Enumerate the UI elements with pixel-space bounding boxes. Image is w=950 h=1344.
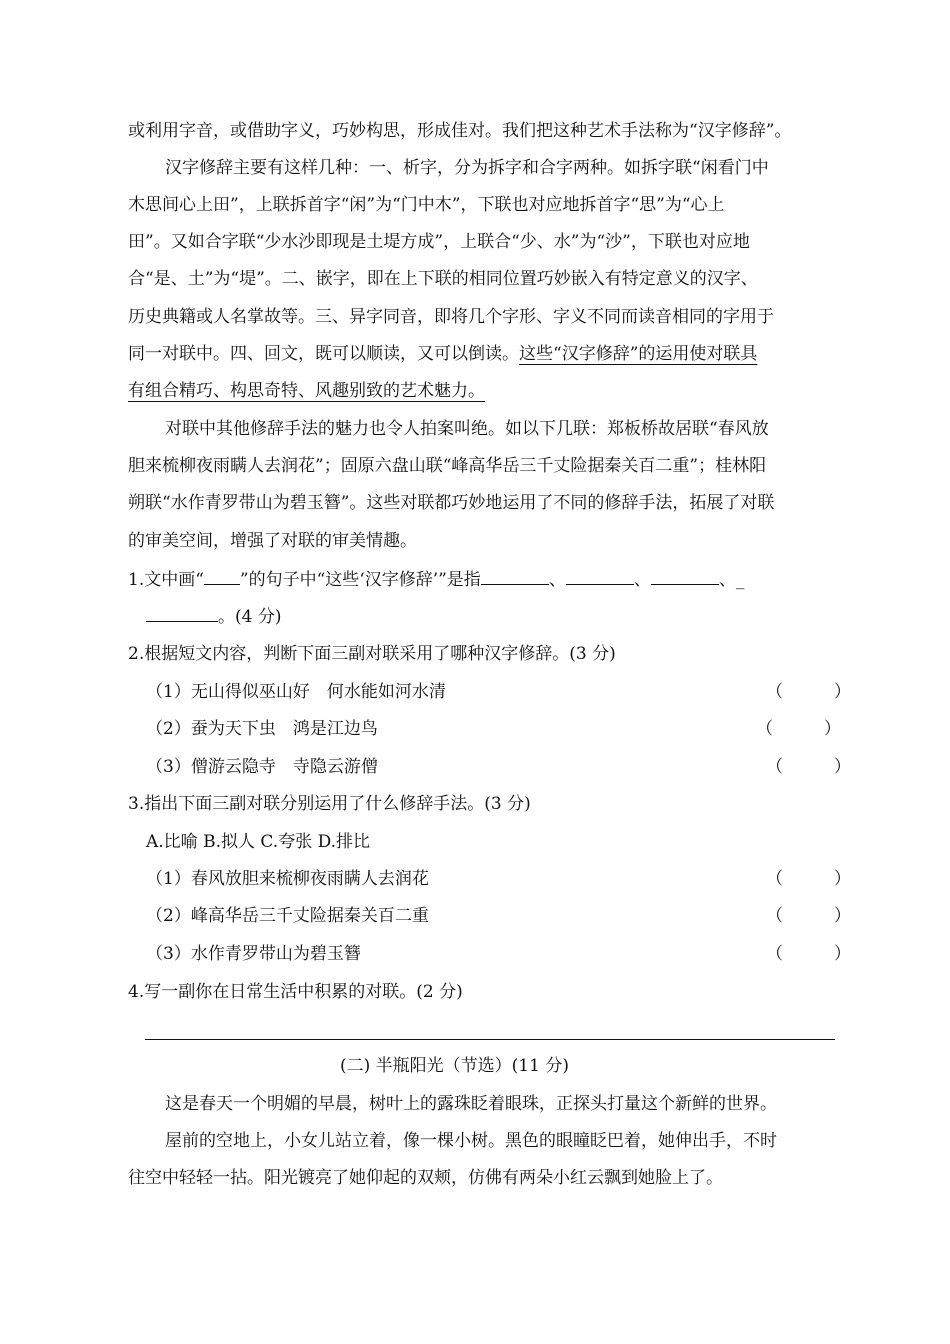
- q3-options: A.比喻 B.拟人 C.夸张 D.排比: [146, 832, 371, 852]
- q3-item-3: （3）水作青罗带山为碧玉簪: [146, 944, 361, 964]
- q1-trailing-dash: _: [735, 570, 745, 590]
- q1-answer-blank-3[interactable]: [651, 568, 719, 585]
- q3-item-1: （1）春风放胆来梳柳夜雨瞒人去润花: [146, 869, 429, 889]
- q2-answer-paren-3[interactable]: （ ）: [766, 757, 851, 777]
- question-2-title: 2.根据短文内容，判断下面三副对联采用了哪种汉字修辞。(3 分): [128, 644, 616, 664]
- underlined-sentence-part-2: 有组合精巧、构思奇特、风趣别致的艺术魅力。: [128, 381, 485, 401]
- para2-line-1: 汉字修辞主要有这样几种：一、析字，分为拆字和合字两种。如拆字联“闲看门中: [165, 158, 769, 178]
- question-1-cont: [146, 605, 281, 628]
- q1-separator: 、: [548, 570, 566, 590]
- question-3-title: 3.指出下面三副对联分别运用了什么修辞手法。(3 分): [128, 794, 531, 814]
- q1-separator: 、: [718, 570, 736, 590]
- q2-item-1: （1）无山得似巫山好 何水能如河水清: [146, 682, 446, 702]
- q2-item-2: （2）蚕为天下虫 鸿是江边鸟: [146, 719, 378, 739]
- q1-prompt: ”的句子中“这些‘汉字修辞’”是指: [239, 570, 481, 590]
- para2-line-6: [128, 343, 757, 365]
- para2-line-5: 历史典籍或人名掌故等。三、异字同音，即将几个字形、字义不同而读音相同的字用于: [128, 307, 774, 327]
- q2-answer-paren-2[interactable]: （ ）: [756, 719, 841, 739]
- para2-line-4: 合“是、土”为“堤”。二、嵌字，即在上下联的相同位置巧妙嵌入有特定意义的汉字、: [128, 269, 758, 289]
- q3-item-2: （2）峰高华岳三千丈险据秦关百二重: [146, 906, 429, 926]
- para2-line-6-plain: 同一对联中。四、回文，既可以顺读，又可以倒读。: [128, 344, 519, 364]
- para1-text: 或利用字音，或借助字义，巧妙构思，形成佳对。我们把这种艺术手法称为“汉字修辞”。: [128, 121, 792, 141]
- q1-score: 。(4 分): [218, 607, 282, 627]
- section-2-para-1: 这是春天一个明媚的早晨，树叶上的露珠眨着眼珠，正探头打量这个新鲜的世界。: [165, 1094, 777, 1114]
- q1-answer-blank-4[interactable]: [146, 605, 218, 622]
- q3-answer-paren-3[interactable]: （ ）: [766, 944, 851, 964]
- para2-line-3: 田”。又如合字联“少水沙即现是土堤方成”，上联合“少、水”为“沙”，下联也对应地: [128, 232, 750, 252]
- section-2-heading: (二) 半瓶阳光（节选）(11 分): [340, 1056, 569, 1076]
- question-1: [128, 568, 744, 591]
- underlined-sentence-part-1: 这些“汉字修辞”的运用使对联具: [519, 344, 758, 364]
- para3-line-3: 朔联“水作青罗带山为碧玉簪”。这些对联都巧妙地运用了不同的修辞手法，拓展了对联: [128, 493, 775, 513]
- q3-answer-paren-1[interactable]: （ ）: [766, 869, 851, 889]
- q2-answer-paren-1[interactable]: （ ）: [766, 682, 851, 702]
- q1-prefix: 1.文中画“: [128, 570, 204, 590]
- para3-line-2: 胆来梳柳夜雨瞒人去润花”；固原六盘山联“峰高华岳三千丈险据秦关百二重”；桂林阳: [128, 456, 767, 476]
- para3-line-1: 对联中其他修辞手法的魅力也令人拍案叫绝。如以下几联：郑板桥故居联“春风放: [165, 419, 769, 439]
- q2-item-3: （3）僧游云隐寺 寺隐云游僧: [146, 757, 378, 777]
- q1-sample-blank: [204, 568, 240, 585]
- section-2-para-2-line-2: 往空中轻轻一拈。阳光镀亮了她仰起的双颊，仿佛有两朵小红云飘到她脸上了。: [128, 1168, 723, 1188]
- q3-answer-paren-2[interactable]: （ ）: [766, 906, 851, 926]
- question-4-title: 4.写一副你在日常生活中积累的对联。(2 分): [128, 982, 463, 1002]
- q4-answer-line[interactable]: [145, 1039, 835, 1040]
- para2-line-2: 木思间心上田”，上联拆首字“闲”为“门中木”，下联也对应地拆首字“思”为“心上: [128, 195, 725, 215]
- para3-line-4: 的审美空间，增强了对联的审美情趣。: [128, 531, 417, 551]
- q1-answer-blank-1[interactable]: [481, 568, 549, 585]
- q1-answer-blank-2[interactable]: [566, 568, 634, 585]
- section-2-para-2-line-1: 屋前的空地上，小女儿站立着，像一棵小树。黑色的眼瞳眨巴着，她伸出手，不时: [165, 1131, 777, 1151]
- q1-separator: 、: [633, 570, 651, 590]
